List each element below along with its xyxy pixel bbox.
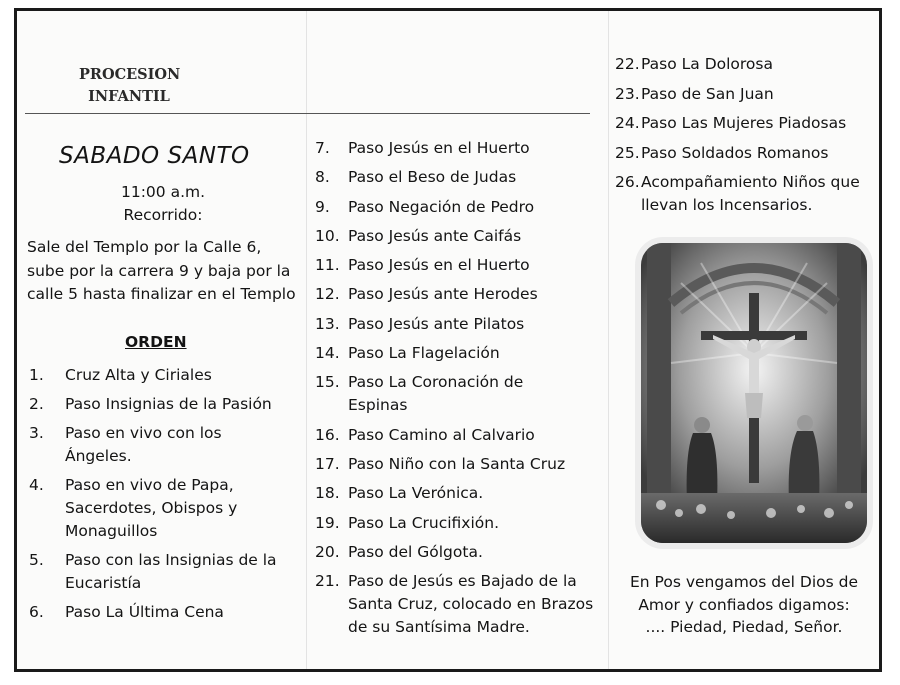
list-item [615, 171, 877, 217]
order-list-part-1 [29, 364, 299, 624]
prayer-line-1: En Pos vengamos del Dios de [630, 573, 858, 591]
item-number: 1. [29, 366, 44, 384]
item-number: 9. [315, 197, 330, 216]
item-number: 20. [315, 542, 340, 561]
list-item [315, 283, 603, 306]
item-number: 18. [315, 484, 340, 503]
order-list-part-2 [315, 137, 603, 639]
item-text: Paso de San Juan [641, 84, 774, 103]
prayer-line-2: Amor y confiados digamos: [638, 595, 850, 614]
item-text: Paso en vivo de Papa, Sacerdotes, Obispos y Monaguillos [65, 476, 238, 540]
list-item [615, 83, 877, 106]
item-text: Paso el Beso de Judas [348, 168, 517, 187]
list-item [315, 424, 603, 447]
item-text: Cruz Alta y Ciriales [65, 366, 212, 384]
item-number: 23. [615, 84, 640, 103]
list-item [315, 541, 603, 564]
item-number: 14. [315, 344, 340, 363]
item-number: 2. [29, 395, 44, 413]
list-item [315, 225, 603, 248]
procession-header [79, 64, 179, 108]
order-list-part-3 [615, 53, 877, 217]
brochure-page [14, 8, 882, 672]
item-number: 26. [615, 173, 640, 191]
item-text: Paso del Gólgota. [348, 542, 483, 561]
item-number: 12. [315, 285, 340, 304]
list-item [315, 371, 603, 417]
item-text: Paso Camino al Calvario [348, 425, 535, 444]
item-number: 16. [315, 425, 340, 444]
item-text: Paso Jesús en el Huerto [348, 139, 530, 157]
list-item [315, 196, 603, 219]
header-line-2: INFANTIL [88, 88, 170, 105]
item-text: Paso Niño con la Santa Cruz [348, 454, 566, 473]
item-number: 13. [315, 314, 340, 333]
item-number: 10. [315, 226, 340, 245]
page-title: SABADO SANTO [59, 143, 250, 169]
item-text: Paso Insignias de la Pasión [65, 395, 272, 413]
crucifixion-photo [641, 243, 867, 543]
item-text: Paso de Jesús es Bajado de la Santa Cruz, colocado en Brazos de su Santísima Madre. [348, 572, 594, 637]
item-number: 15. [315, 373, 340, 392]
item-text: Paso La Flagelación [348, 344, 500, 363]
list-item [315, 453, 603, 476]
list-item [29, 393, 299, 416]
item-number: 7. [315, 139, 330, 157]
item-text: Paso Las Mujeres Piadosas [641, 114, 847, 132]
column-right [609, 11, 879, 669]
crucifix-image [641, 243, 867, 543]
item-number: 3. [29, 424, 44, 442]
prayer-line-3: .... Piedad, Piedad, Señor. [645, 618, 843, 636]
item-number: 19. [315, 513, 340, 532]
item-number: 4. [29, 476, 44, 494]
item-text: Paso La Crucifixión. [348, 513, 500, 532]
item-number: 17. [315, 454, 340, 473]
item-number: 11. [315, 256, 340, 275]
list-item [315, 254, 603, 277]
item-text: Paso Jesús ante Caifás [348, 226, 522, 245]
item-number: 24. [615, 114, 640, 132]
item-number: 5. [29, 551, 44, 569]
item-text: Paso Negación de Pedro [348, 197, 535, 216]
route-label: Recorrido: [123, 206, 203, 224]
list-item [29, 549, 299, 595]
closing-prayer [609, 571, 879, 639]
item-text: Paso La Última Cena [65, 603, 224, 621]
item-number: 21. [315, 572, 340, 591]
item-text: Paso La Dolorosa [641, 55, 773, 73]
item-number: 22. [615, 55, 640, 73]
item-text: Acompañamiento Niños que llevan los Incensarios. [641, 173, 860, 214]
item-text: Paso con las Insignias de la Eucaristía [65, 551, 277, 592]
item-number: 6. [29, 603, 44, 621]
list-item [315, 137, 603, 160]
item-text: Paso La Verónica. [348, 484, 484, 503]
item-number: 25. [615, 143, 640, 162]
item-text: Paso Jesús ante Herodes [348, 285, 538, 304]
event-time: 11:00 a.m. [120, 183, 206, 201]
list-item [315, 313, 603, 336]
item-text: Paso Jesús en el Huerto [348, 256, 530, 275]
list-item [29, 474, 299, 543]
list-item [315, 570, 603, 639]
route-description: Sale del Templo por la Calle 6, sube por la carrera 9 y baja por la calle 5 hasta finalizar en el Templo [27, 238, 296, 303]
list-item [29, 422, 299, 468]
list-item [615, 53, 877, 76]
list-item [315, 342, 603, 365]
list-item [615, 142, 877, 165]
order-heading: ORDEN [125, 333, 187, 351]
item-text: Paso Jesús ante Pilatos [348, 314, 525, 333]
list-item [615, 112, 877, 135]
header-line-1: PROCESION [79, 66, 181, 83]
list-item [315, 166, 603, 189]
list-item [29, 364, 299, 387]
item-text: Paso La Coronación de Espinas [348, 373, 524, 415]
list-item [315, 482, 603, 505]
column-middle [307, 11, 607, 669]
column-left [17, 11, 305, 669]
item-text: Paso en vivo con los Ángeles. [65, 424, 222, 465]
item-number: 8. [315, 168, 330, 187]
list-item [29, 601, 299, 624]
item-text: Paso Soldados Romanos [641, 143, 829, 162]
list-item [315, 512, 603, 535]
